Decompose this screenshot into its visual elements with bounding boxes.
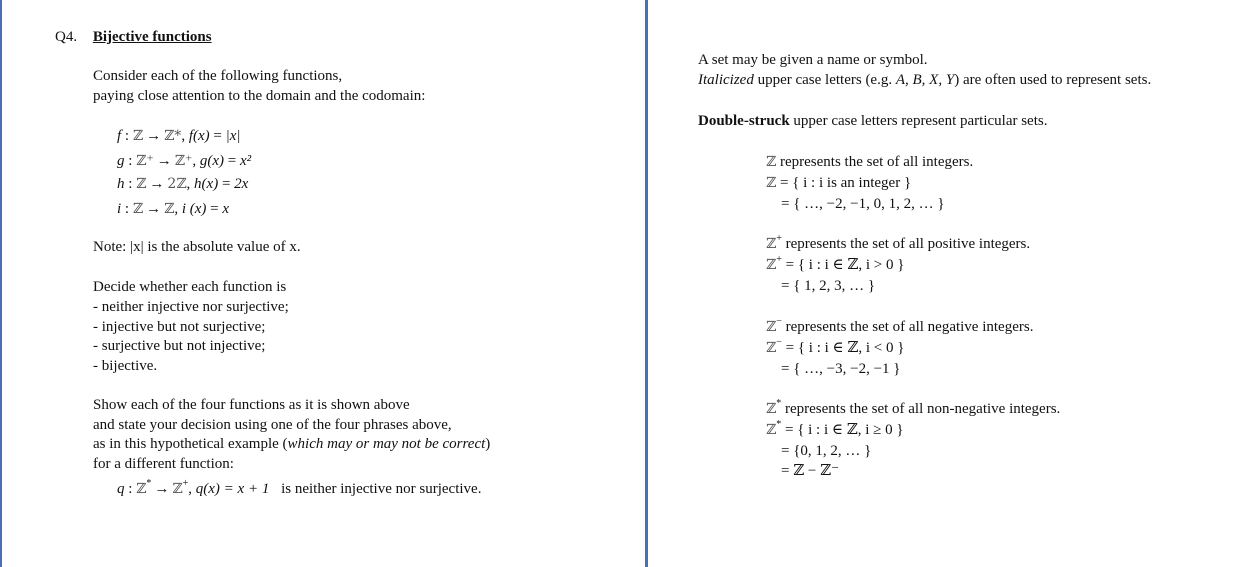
function-f: f : ℤ → ℤ*, f(x) = |x| xyxy=(117,128,241,144)
set-nonnegative-listing: = {0, 1, 2, … } xyxy=(781,443,872,459)
ref-line-2: Italicized upper case letters (e.g. A, B, X, Y) are often used to represent sets. xyxy=(698,72,1152,88)
absolute-value-note: Note: |x| is the absolute value of x. xyxy=(93,239,301,255)
set-integers-builder: ℤ = { i : i is an integer } xyxy=(766,175,912,191)
question-number: Q4. xyxy=(55,29,78,45)
function-h: h : ℤ → 2ℤ, h(x) = 2x xyxy=(117,176,249,192)
set-integers-listing: = { …, −2, −1, 0, 1, 2, … } xyxy=(781,196,945,212)
option-4: - bijective. xyxy=(93,358,158,374)
left-border xyxy=(0,0,2,567)
show-line-2: and state your decision using one of the four phrases above, xyxy=(93,417,452,433)
question-title: Bijective functions xyxy=(92,29,212,45)
intro-line-2: paying close attention to the domain and the codomain: xyxy=(93,88,426,104)
set-negative-listing: = { …, −3, −2, −1 } xyxy=(781,361,901,377)
different-function-line: for a different function: xyxy=(93,456,234,472)
question-header xyxy=(55,27,212,47)
set-positive-description: ℤ+ represents the set of all positive integers. xyxy=(766,233,1031,252)
function-g: g : ℤ⁺ → ℤ⁺, g(x) = x² xyxy=(117,153,252,169)
intro-line-1: Consider each of the following functions, xyxy=(93,68,343,84)
set-nonnegative-difference: = ℤ − ℤ⁻ xyxy=(781,463,839,479)
function-i: i : ℤ → ℤ, i (x) = x xyxy=(117,201,230,217)
decide-heading: Decide whether each function is xyxy=(93,279,287,295)
option-3: - surjective but not injective; xyxy=(93,338,266,354)
set-nonnegative-builder: ℤ* = { i : i ∈ ℤ, i ≥ 0 } xyxy=(766,419,904,438)
set-integers-description: ℤ represents the set of all integers. xyxy=(766,154,974,170)
page-divider xyxy=(645,0,648,567)
set-positive-builder: ℤ+ = { i : i ∈ ℤ, i > 0 } xyxy=(766,254,905,273)
example-function: q : ℤ* → ℤ+, q(x) = x + 1 is neither injective nor surjective. xyxy=(117,478,482,497)
set-negative-description: ℤ− represents the set of all negative integers. xyxy=(766,316,1034,335)
show-line-1: Show each of the four functions as it is shown above xyxy=(93,397,410,413)
set-positive-listing: = { 1, 2, 3, … } xyxy=(781,278,876,294)
example-instruction: as in this hypothetical example (which may or may not be correct) xyxy=(93,436,491,452)
option-1: - neither injective nor surjective; xyxy=(93,299,289,315)
option-2: - injective but not surjective; xyxy=(93,319,266,335)
ref-line-3: Double-struck upper case letters represent particular sets. xyxy=(698,113,1048,129)
ref-line-1: A set may be given a name or symbol. xyxy=(698,52,928,68)
set-nonnegative-description: ℤ* represents the set of all non-negative integers. xyxy=(766,398,1061,417)
set-negative-builder: ℤ− = { i : i ∈ ℤ, i < 0 } xyxy=(766,337,905,356)
